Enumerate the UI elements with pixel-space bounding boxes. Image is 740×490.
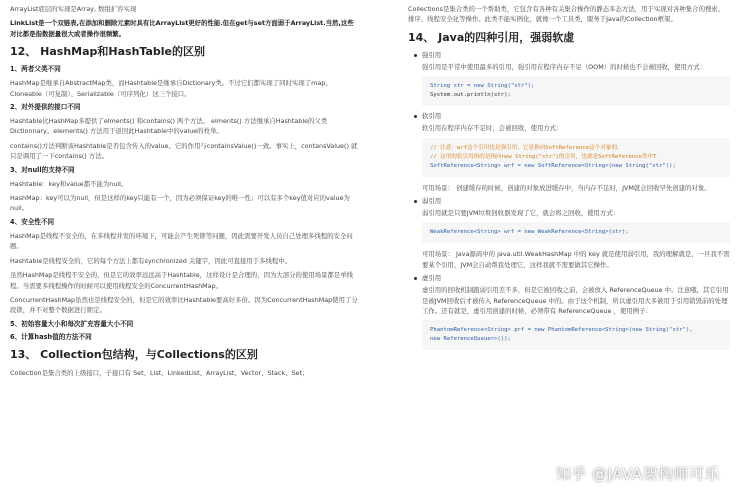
bullet-title-weak: 弱引用 [422, 197, 442, 206]
subheading-thread-safety: 4、安全性不同 [10, 217, 55, 226]
bullet-dot-icon [414, 277, 417, 280]
subheading-capacity: 5、初始容量大小和每次扩充容量大小不同 [10, 319, 134, 328]
paragraph-phantom: 虚引用的回收机制跟弱引用差不多，但是它被回收之前，会被放入 ReferenceQueue 中。注意哦，其它引用是被JVM回收后才被传入 ReferenceQueue 中的。由于这个机制，所以虚引用大多被用于引用销毁前的处理工作。还有就是，虚引用创建的时候，必须带有 ReferenceQueue ，使用例子： [422, 286, 729, 316]
bullet-title-soft: 软引用 [422, 112, 442, 121]
paragraph-collection: Collection是集合类的上级接口，子接口有 Set、List、LinkedList、ArrayList、Vector、Stack、Set； [10, 368, 309, 377]
bullet-weak-reference [408, 197, 730, 206]
bullet-title-phantom: 虚引用 [422, 274, 442, 283]
subheading-interfaces: 2、对外提供的接口不同 [10, 103, 81, 112]
bullet-dot-icon [414, 115, 417, 118]
paragraph-contains: contains()方法判断该Hashtable是否包含传入的value。它的作用与containsValue()一致。事实上，contansValue() 就只是调用了一下contains() 方法。 [10, 141, 358, 161]
bullet-strong-reference [408, 51, 730, 60]
subheading-parent-class: 1、两者父类不同 [10, 65, 61, 74]
code-line: PhantomReference<String> prf = new PhantomReference<String>(new String("str"), [430, 327, 693, 334]
code-block-weak [422, 222, 730, 243]
code-line: SoftReference<String> wrf = new SoftReference<String>(new String("str")); [430, 162, 676, 169]
paragraph-weak-usage: 可用场景： Java源码中的 java.util.WeakHashMap 中的 key 就是使用弱引用，我的理解就是，一旦我不需要某个引用，JVM会自动帮我处理它，这样我就不需要做其它操作。 [422, 250, 730, 269]
subheading-null-support: 3、对null的支持不同 [10, 165, 75, 174]
subheading-hash-method: 6、计算hash值的方法不同 [10, 332, 92, 341]
arraylist-intro: ArrayList底层的实现是Array, 数组扩容实现 [10, 5, 137, 13]
paragraph-hashtable-safe: Hashtable是线程安全的，它的每个方法上都有synchronized 关键字，因此可直接用于多线程中。 [10, 256, 292, 265]
bullet-title-strong: 强引用 [422, 50, 442, 59]
paragraph-soft: 软引用在程序内存不足时，会被回收，使用方式： [422, 124, 563, 133]
paragraph-soft-usage: 可用场景： 创建缓存的时候，创建的对象放进缓存中，当内存不足时，JVM就会回收早先创建的对象。 [422, 183, 711, 192]
paragraph-parent-class: HashMap是继承自AbstractMap类，而Hashtable是继承自Dictionary类。不过它们都实现了同时实现了map、Cloneable（可复制）、Serializable（可序列化）这三个接口。 [10, 79, 332, 98]
linklist-intro: LinkList是一个双链表,在添加和删除元素时具有比ArrayList更好的性能.但在get与set方面弱于ArrayList.当然,这些对比都是指数据量很大或者操作很频繁。 [10, 19, 354, 38]
zhihu-watermark: 知乎 @JAVA架构师可乐 [555, 465, 720, 483]
section-12-heading: 12、 HashMap和HashTable的区别 [10, 45, 206, 59]
code-block-strong [422, 76, 730, 106]
collections-intro: Collections是集合类的一个帮助类，它包含有各种有关集合操作的静态多态方法，用于实现对各种集合的搜索、排序、线程安全化等操作。此类不能实例化，就像一个工具类，服务于Java的Collection框架。 [408, 5, 725, 24]
code-block-soft [422, 138, 730, 177]
code-comment: // 这里的软引用指的是指向new String("str")的引用，也就是SoftReference类中T [430, 153, 657, 160]
code-comment: // 注意：wrf这个引用也是强引用，它是指向SoftReference这个对象的， [430, 144, 623, 151]
bullet-dot-icon [414, 200, 417, 203]
paragraph-weak: 弱引用就是只要JVM垃圾回收器发现了它，就会将之回收，使用方式： [422, 209, 620, 218]
bullet-phantom-reference [408, 274, 730, 283]
bullet-dot-icon [414, 54, 417, 57]
paragraph-strong: 强引用是平常中使用最多的引用，强引用在程序内存不足（OOM）的时候也不会被回收，使用方式： [422, 62, 706, 71]
code-line: WeakReference<String> wrf = new WeakReference<String>(str); [430, 229, 629, 236]
section-13-heading: 13、 Collection包结构，与Collections的区别 [10, 347, 258, 361]
paragraph-hashmap-null: HashMap：key可以为null，但是这样的key只能有一个，因为必须保证key的唯一性；可以有多个key值对应的value为null。 [10, 194, 350, 213]
code-line: new ReferenceQueue<>()); [430, 336, 511, 343]
paragraph-elements: Hashtable比HashMap多提供了elments() 和contains() 两个方法。 elments() 方法继承自Hashtable的父类Dictionnary。elements() 方法用于返回此Hashtable中的value的枚举。 [10, 117, 328, 136]
code-block-phantom [422, 320, 730, 350]
bullet-soft-reference [408, 112, 730, 121]
paragraph-hashtable-null: Hashtable：key和value都不能为null。 [10, 179, 128, 188]
paragraph-efficiency: 虽然HashMap是线程不安全的，但是它的效率远远高于Hashtable，这样设计是合理的，因为大部分的使用场景都是单线程。当需要多线程操作的时候可以使用线程安全的ConcurrentHashMap。 [10, 271, 354, 290]
paragraph-hashmap-unsafe: HashMap是线程不安全的，在多线程并发的环境下，可能会产生死锁等问题，因此需要开发人员自己处理多线程的安全问题。 [10, 231, 353, 251]
right-column [408, 0, 740, 490]
section-14-heading: 14、 Java的四种引用，强弱软虚 [408, 30, 575, 44]
code-line: String str = new String("str"); [430, 83, 535, 90]
paragraph-concurrenthashmap: ConcurrentHashMap虽然也是线程安全的，但是它的效率比Hashtable要高好多倍。因为ConcurrentHashMap使用了分段锁，并不对整个数据进行锁定。 [10, 295, 358, 315]
code-line: System.out.println(str); [430, 92, 511, 99]
